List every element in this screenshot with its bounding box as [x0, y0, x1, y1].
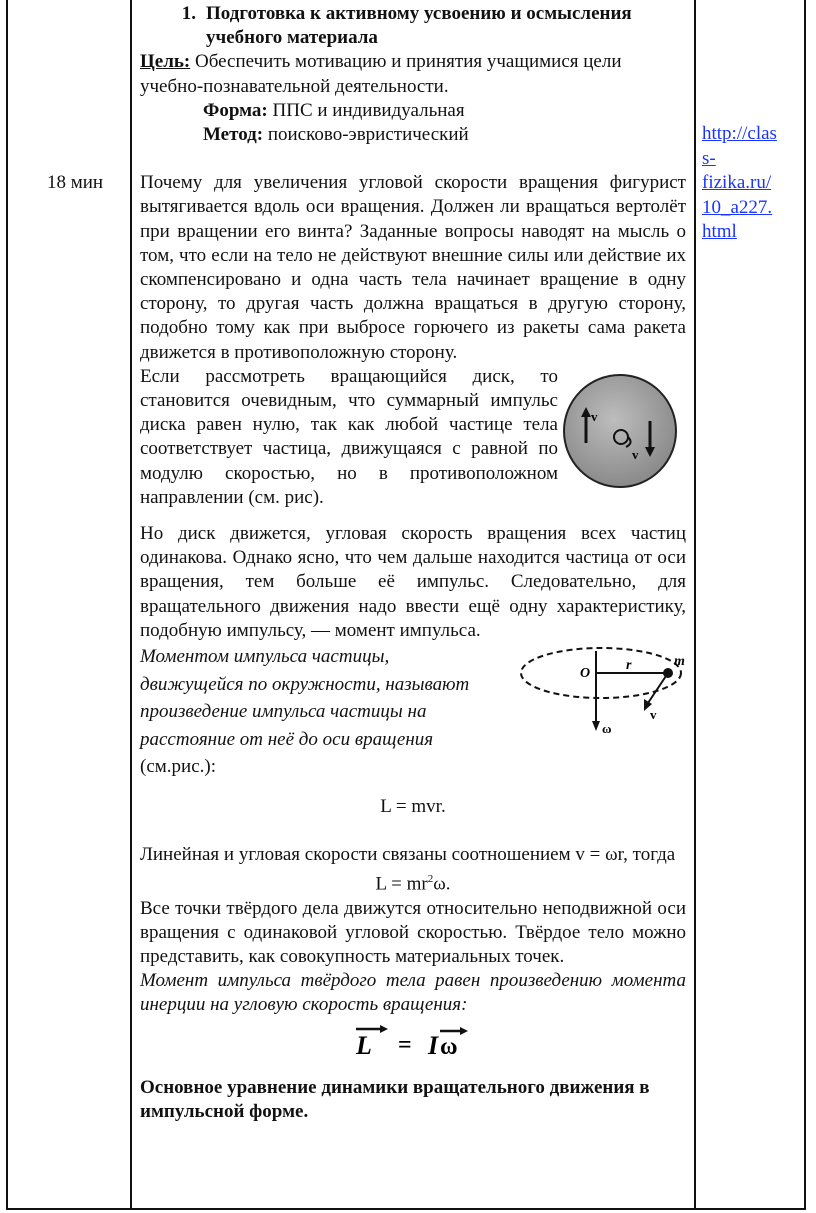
disk-velocity-label: v: [632, 446, 639, 462]
section-number: 1.: [181, 3, 196, 24]
link-line[interactable]: fizika.ru/: [702, 172, 772, 193]
form-label: Форма:: [203, 99, 268, 121]
goal-label: Цель:: [140, 51, 191, 73]
disk-velocity-label: v: [591, 408, 598, 424]
figure-reference: (см.рис.):: [140, 756, 216, 778]
table-border-right: [804, 0, 806, 1210]
paragraph-rigid-body: Все точки твёрдого дела движутся относительно неподвижной оси вращения с одинаковой угловой скоростью. Твёрдое тело можно представить, как совокупность материальных точек.: [140, 897, 686, 967]
goal-text: Обеспечить мотивацию и принятия учащимися цели учебно-познавательной деятельности.: [140, 51, 622, 97]
angular-momentum-figure: [516, 641, 686, 737]
vector-L: L: [356, 1030, 372, 1060]
content-cell: [140, 2, 686, 1124]
velocity-label: v: [650, 707, 657, 723]
definition-line: расстояние от неё до оси вращения: [140, 728, 434, 750]
method-line: [140, 123, 686, 147]
formula-L-mvr: L = mvr.: [380, 795, 446, 817]
section-heading: [140, 2, 686, 50]
vector-omega: ω: [440, 1033, 458, 1060]
link-line[interactable]: 10_a227.: [702, 196, 773, 218]
paragraph-disk: Если рассмотреть вращающийся диск, то становится очевидным, что суммарный импульс диска равен нулю, так как любой частице тела соответствует частица, движущаяся с равной по модулю скоростью, но в противоположном направлении (см. рис).: [140, 365, 558, 508]
paragraph-momentum: Но диск движется, угловая скорость вращения всех частиц одинакова. Однако ясно, что чем дальше находится частица от оси вращения, тем больше её импульс. Следовательно, для вращательного движения надо ввести ещё одну характеристику, подобную импульсу, — момент импульса.: [140, 523, 686, 641]
origin-label: O: [580, 666, 591, 682]
link-line[interactable]: s-: [702, 147, 716, 169]
paragraph-intro: Почему для увеличения угловой скорости вращения фигурист вытягивается вдоль оси вращения. Должен ли вращаться вертолёт при вращении его винта? Заданные вопросы наводят на мысль о том, что если на тело не действуют внешние силы или действие их скомпенсировано и одна часть тела начинает вращение в одну сторону, то другая часть должна вращаться в другую сторону, подобно тому как при выбросе горючего из ракеты сама ракета движется в противоположную сторону.: [140, 172, 686, 363]
equals-sign: =: [398, 1031, 412, 1058]
formula-part: ω.: [433, 873, 451, 895]
formula-exponent: 2: [427, 872, 434, 885]
link-line[interactable]: html: [702, 221, 737, 242]
form-line: [140, 99, 686, 123]
section-title-line2: учебного материала: [206, 27, 378, 49]
table-border-left: [6, 0, 8, 1210]
omega-label: ω: [602, 721, 612, 737]
rotating-disk-figure: [558, 373, 686, 491]
formula-vector-L-Iw: [140, 1018, 686, 1066]
radius-label: r: [626, 658, 632, 674]
time-cell: 18 мин: [46, 172, 104, 193]
table-border-col2: [694, 0, 696, 1210]
paragraph-rigid-definition: Момент импульса твёрдого тела равен произведению момента инерции на угловую скорость вращения:: [140, 970, 686, 1016]
form-text: ППС и индивидуальная: [267, 99, 465, 121]
definition-line: произведение импульса частицы на: [140, 701, 427, 723]
definition-line: движущейся по окружности, называют: [140, 673, 470, 695]
link-line[interactable]: http://clas: [702, 123, 777, 144]
formula-L-mr2w: [140, 867, 686, 897]
method-text: поисково-эвристический: [263, 124, 469, 146]
inertia-I: I: [428, 1030, 439, 1060]
formula-part: L = mr: [375, 873, 428, 895]
final-heading: Основное уравнение динамики вращательного движения в импульсной форме.: [140, 1076, 650, 1122]
paragraph-relation: Линейная и угловая скорости связаны соотношением v = ωr, тогда: [140, 843, 676, 865]
resource-link[interactable]: [702, 122, 798, 245]
method-label: Метод:: [203, 124, 264, 146]
table-border-col1: [130, 0, 132, 1210]
table-border-bottom: [6, 1208, 806, 1210]
section-title-line1: Подготовка к активному усвоению и осмысления: [206, 3, 632, 24]
goal-paragraph: [140, 50, 686, 98]
definition-line: Моментом импульса частицы,: [140, 646, 390, 668]
mass-label: m: [674, 654, 685, 670]
